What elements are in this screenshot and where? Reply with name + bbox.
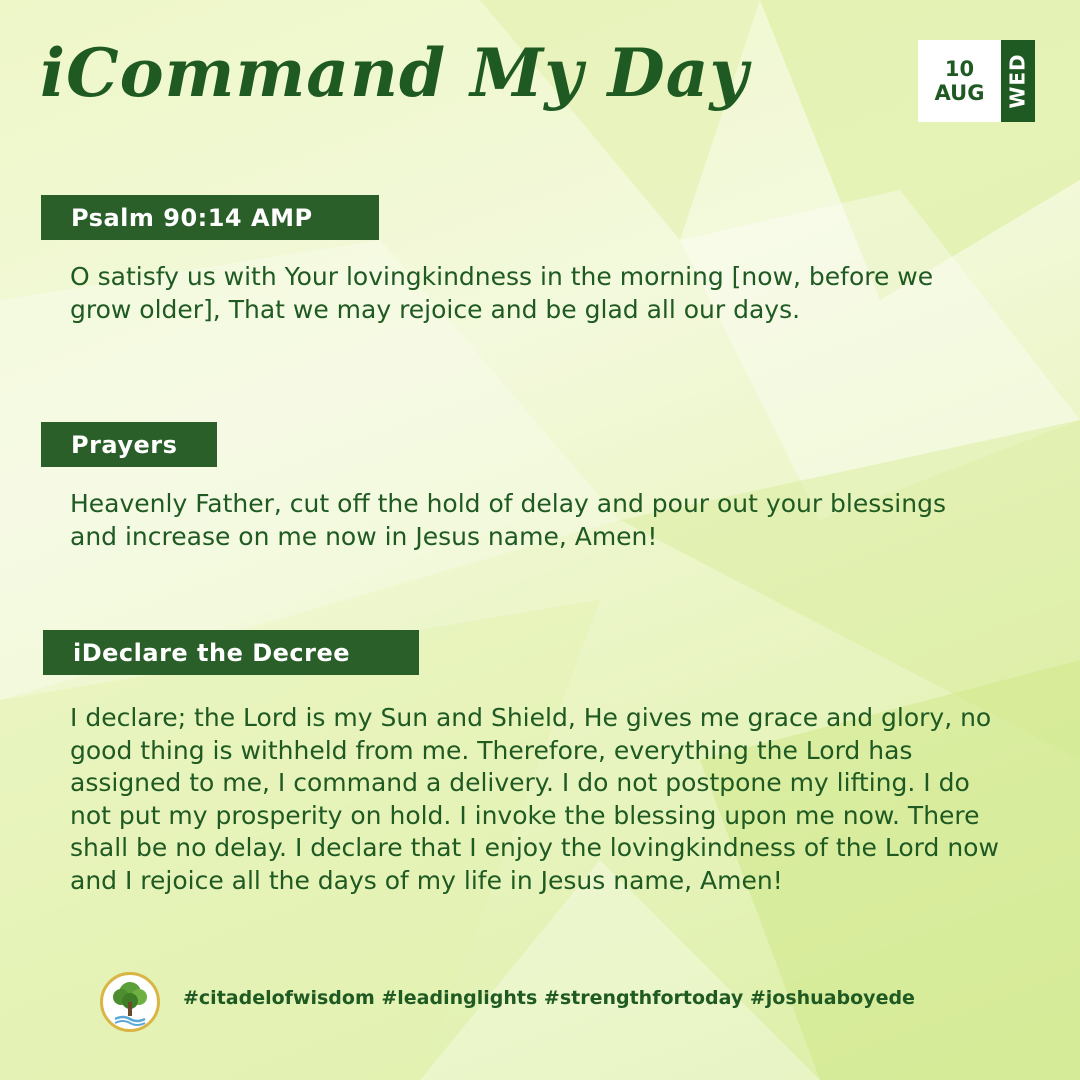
date-block xyxy=(918,40,1001,122)
page-title: iCommand My Day xyxy=(40,34,749,112)
scripture-label: Psalm 90:14 AMP xyxy=(41,195,379,240)
decree-text: I declare; the Lord is my Sun and Shield, He gives me grace and glory, no good thing is withheld from me. Therefore, everything the Lord has assigned to me, I command a delivery. I do not postpone my lifting. I do not put my prosperity on hold. I invoke the blessing upon me now. There shall be no delay. I declare that I enjoy the lovingkindness of the Lord now and I rejoice all the days of my life in Jesus name, Amen! xyxy=(70,703,999,895)
footer-hashtags: #citadelofwisdom #leadinglights #strengthfortoday #joshuaboyede xyxy=(183,987,915,1009)
date-month: AUG xyxy=(934,81,985,105)
decree-label: iDeclare the Decree xyxy=(43,630,419,675)
prayers-text: Heavenly Father, cut off the hold of delay and pour out your blessings and increase on me now in Jesus name, Amen! xyxy=(70,489,946,551)
date-weekday: WED xyxy=(1006,53,1031,109)
tree-logo-icon xyxy=(100,972,160,1032)
date-day-number: 10 xyxy=(944,56,975,81)
date-weekday-strip xyxy=(1001,40,1035,122)
prayers-label: Prayers xyxy=(41,422,217,467)
scripture-text: O satisfy us with Your lovingkindness in the morning [now, before we grow older], That we may rejoice and be glad all our days. xyxy=(70,262,934,324)
date-badge xyxy=(918,40,1035,122)
